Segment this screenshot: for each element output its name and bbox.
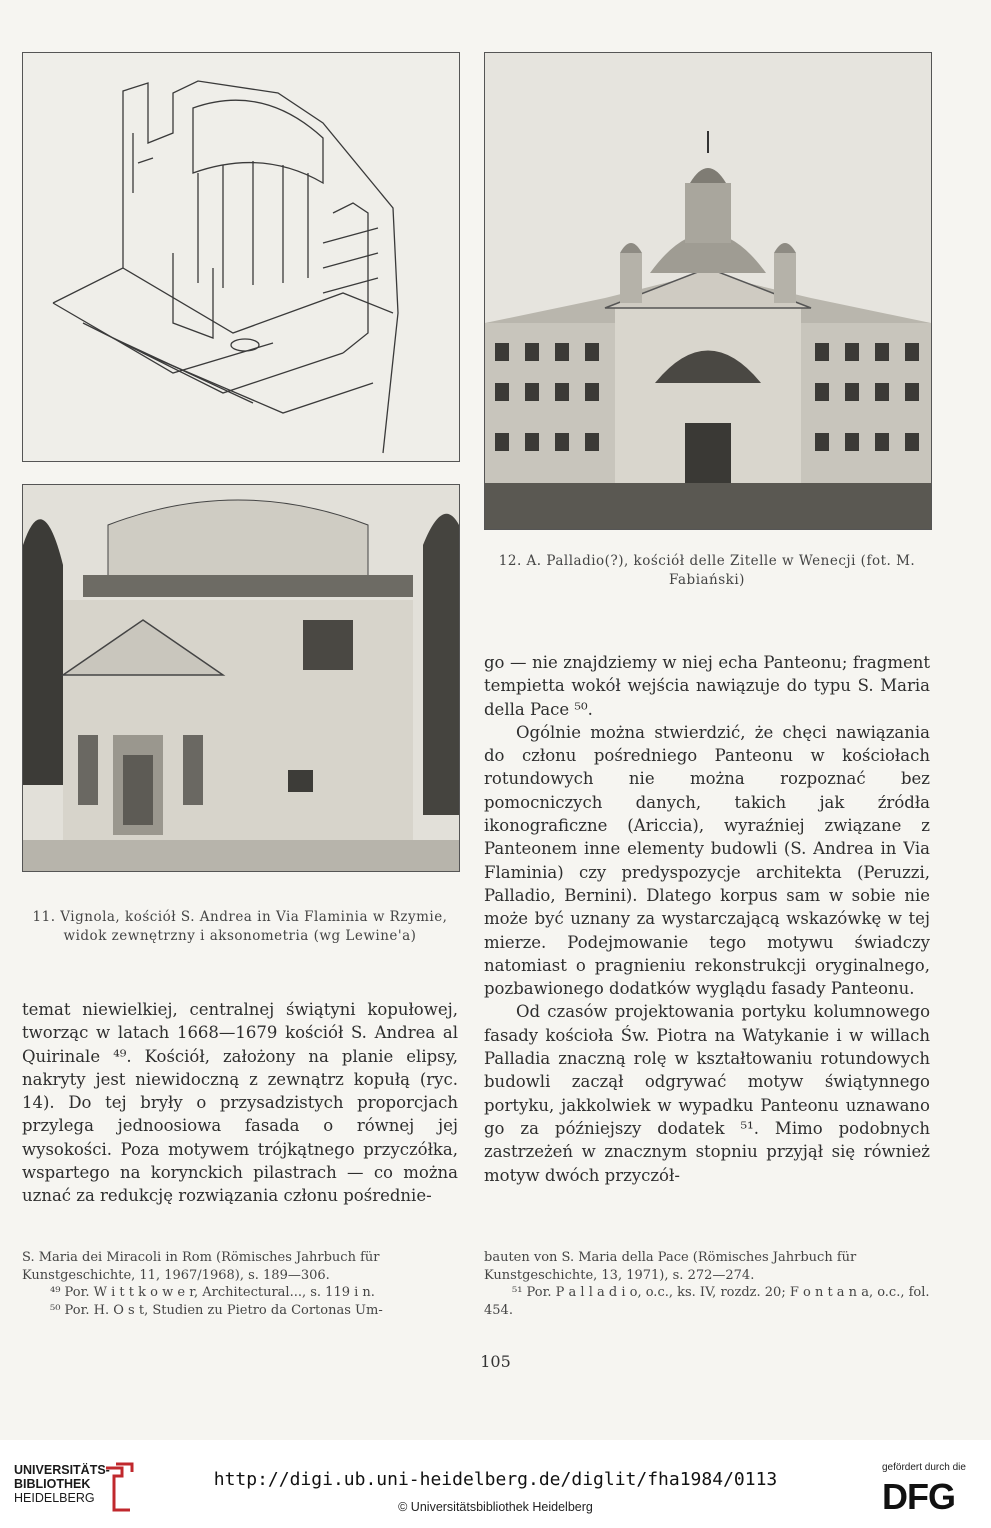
- page-number: 105: [480, 1352, 511, 1371]
- library-line: HEIDELBERG: [14, 1491, 95, 1505]
- library-line: BIBLIOTHEK: [14, 1477, 91, 1491]
- left-column-text: [22, 998, 458, 1208]
- axonometric-drawing-icon: [23, 53, 459, 461]
- dfg-logo: DFG: [882, 1476, 955, 1517]
- paragraph: temat niewielkiej, centralnej świątyni kopułowej, tworząc w latach 1668—1679 kościół S. Andrea al Quirinale ⁴⁹. Kościół, założony na planie elipsy, nakryty jest niewidoczną z zewnątrz kopułą (ryc. 14). Do tej bryły o przysadzistych proporcjach przylega jednoosiowa fasada o równej jej wysokości. Poza motywem trójkątnego przyczółka, wspartego na korynckich pilastrach — co można uznać za redukcję rozwiązania członu pośrednie-: [22, 1000, 458, 1206]
- paragraph: Od czasów projektowania portyku kolumnowego fasady kościoła Św. Piotra na Watykanie i w willach Palladia znaczną rolę w kształtowaniu rotundowych budowli zaczął odgrywać motyw świątynnego portyku, jakkolwiek w wypadku Panteonu uznawano go za późniejszy dodatek ⁵¹. Mimo podobnych zastrzeżeń w znacznym stopniu przyjął się również motyw dwóch przyczół-: [484, 1002, 930, 1185]
- paragraph: Ogólnie można stwierdzić, że chęci nawiązania do członu pośredniego Panteonu w kościołach rotundowych nie można rozpoznać bez pomocniczych danych, takich jak źródła ikonograficzne (Ariccia), wyraźniej związane z Panteonem inne elementy budowli (S. Andrea in Via Flaminia) czy predyspozycje architekta (Peruzzi, Palladio, Bernini). Dlatego korpus sam w sobie nie może być uznany za wystarczającą wskazówkę w tej mierze. Podejmowanie tego motywu świadczy natomiast o pragnieniu rekonstrukcji oryginalnego, pozbawionego dodatków wyglądu fasady Panteonu.: [484, 722, 930, 999]
- figure-11-caption: 11. Vignola, kościół S. Andrea in Via Flaminia w Rzymie, widok zewnętrzny i aksonometria (wg Lewine'a): [32, 909, 448, 944]
- footnote: bauten von S. Maria della Pace (Römisches Jahrbuch für Kunstgeschichte, 13, 1971), s. 272—274.: [484, 1250, 857, 1283]
- church-photo-icon: [485, 53, 931, 529]
- permalink-url[interactable]: http://digi.ub.uni-heidelberg.de/diglit/fha1984/0113: [213, 1469, 778, 1490]
- s-andrea-church-photo: [22, 484, 460, 872]
- paragraph: go — nie znajdziemy w niej echa Panteonu; fragment tempietta wokół wejścia nawiązuje do typu S. Maria della Pace ⁵⁰.: [484, 653, 930, 719]
- copyright-text: © Universitätsbibliothek Heidelberg: [398, 1500, 593, 1514]
- footnote: S. Maria dei Miracoli in Rom (Römisches Jahrbuch für Kunstgeschichte, 11, 1967/1968), s. 189—306.: [22, 1250, 380, 1283]
- footnotes-left: [22, 1249, 458, 1319]
- funding-note: gefördert durch die: [882, 1462, 966, 1473]
- church-photo-icon: [23, 485, 459, 871]
- footnotes-right: [484, 1249, 930, 1319]
- library-line: UNIVERSITÄTS-: [14, 1463, 110, 1477]
- right-column-text: [484, 651, 930, 1187]
- zitelle-church-photo: [484, 52, 932, 530]
- figure-12-caption: 12. A. Palladio(?), kościół delle Zitelle w Wenecji (fot. M. Fabiański): [498, 553, 916, 588]
- footnote: ⁴⁹ Por. W i t t k o w e r, Architectural..., s. 119 i n.: [50, 1285, 375, 1300]
- axonometric-drawing-figure: [22, 52, 460, 462]
- footnote: ⁵⁰ Por. H. O s t, Studien zu Pietro da Cortonas Um-: [50, 1302, 383, 1318]
- footnote: ⁵¹ Por. P a l l a d i o, o.c., ks. IV, rozdz. 20; F o n t a n a, o.c., fol. 454.: [484, 1285, 930, 1318]
